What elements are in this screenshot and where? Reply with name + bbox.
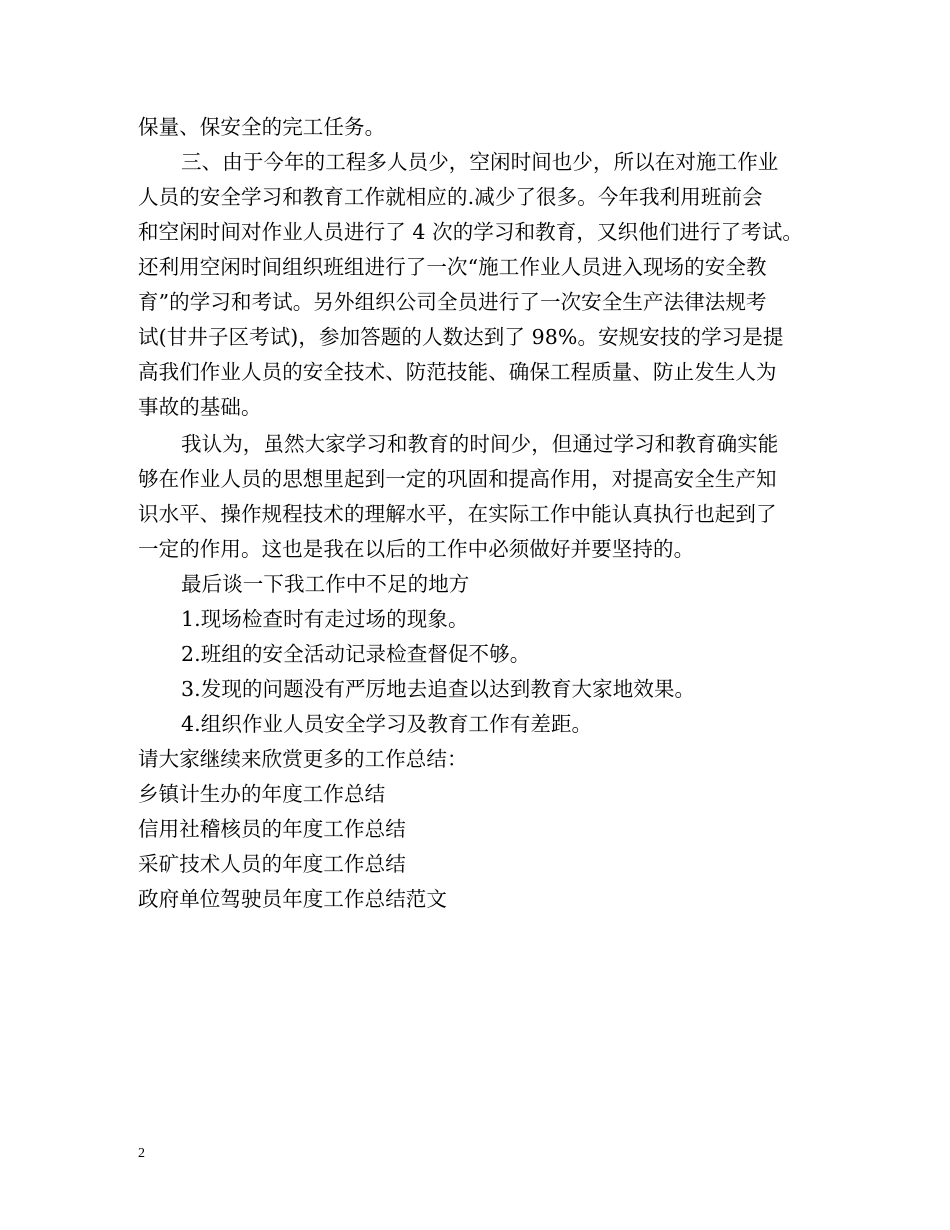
- page-number: 2: [138, 1146, 145, 1161]
- related-link[interactable]: 政府单位驾驶员年度工作总结范文: [138, 887, 447, 911]
- document-body: [138, 110, 828, 917]
- opinion-paragraph-line: 我认为，虽然大家学习和教育的时间少，但通过学习和教育确实能: [181, 432, 779, 456]
- shortcoming-item: 2.班组的安全活动记录检查督促不够。: [181, 642, 531, 666]
- related-link[interactable]: 采矿技术人员的年度工作总结: [138, 852, 406, 876]
- related-link[interactable]: 乡镇计生办的年度工作总结: [138, 782, 386, 806]
- paragraph-3-line: 高我们作业人员的安全技术、防范技能、确保工程质量、防止发生人为: [138, 360, 777, 384]
- shortcoming-item: 1.现场检查时有走过场的现象。: [181, 607, 469, 631]
- paragraph-3-line: 还利用空闲时间组织班组进行了一次“施工作业人员进入现场的安全教: [138, 255, 767, 279]
- paragraph-3-line: 试(甘井子区考试)，参加答题的人数达到了 98%。安规安技的学习是提: [138, 325, 784, 349]
- opinion-paragraph-line: 识水平、操作规程技术的理解水平，在实际工作中能认真执行也起到了: [138, 502, 777, 526]
- paragraph-3-line: 人员的安全学习和教育工作就相应的.减少了很多。今年我利用班前会: [138, 185, 763, 209]
- opinion-paragraph-line: 够在作业人员的思想里起到一定的巩固和提高作用，对提高安全生产知: [138, 467, 777, 491]
- shortcoming-item: 3.发现的问题没有严厉地去追查以达到教育大家地效果。: [181, 677, 696, 701]
- shortcomings-heading: 最后谈一下我工作中不足的地方: [181, 572, 470, 596]
- related-link[interactable]: 信用社稽核员的年度工作总结: [138, 817, 406, 841]
- paragraph-3-line: 事故的基础。: [138, 395, 262, 419]
- shortcoming-item: 4.组织作业人员安全学习及教育工作有差距。: [181, 712, 593, 736]
- related-intro: 请大家继续来欣赏更多的工作总结：: [138, 747, 468, 771]
- paragraph-3-line: 育”的学习和考试。另外组织公司全员进行了一次安全生产法律法规考: [138, 290, 767, 314]
- paragraph-3-line: 和空闲时间对作业人员进行了 4 次的学习和教育，又织他们进行了考试。: [138, 220, 803, 244]
- paragraph-end-line: 保量、保安全的完工任务。: [138, 115, 386, 139]
- opinion-paragraph-line: 一定的作用。这也是我在以后的工作中必须做好并要坚持的。: [138, 537, 695, 561]
- paragraph-3-line: 三、由于今年的工程多人员少，空闲时间也少，所以在对施工作业: [181, 150, 779, 174]
